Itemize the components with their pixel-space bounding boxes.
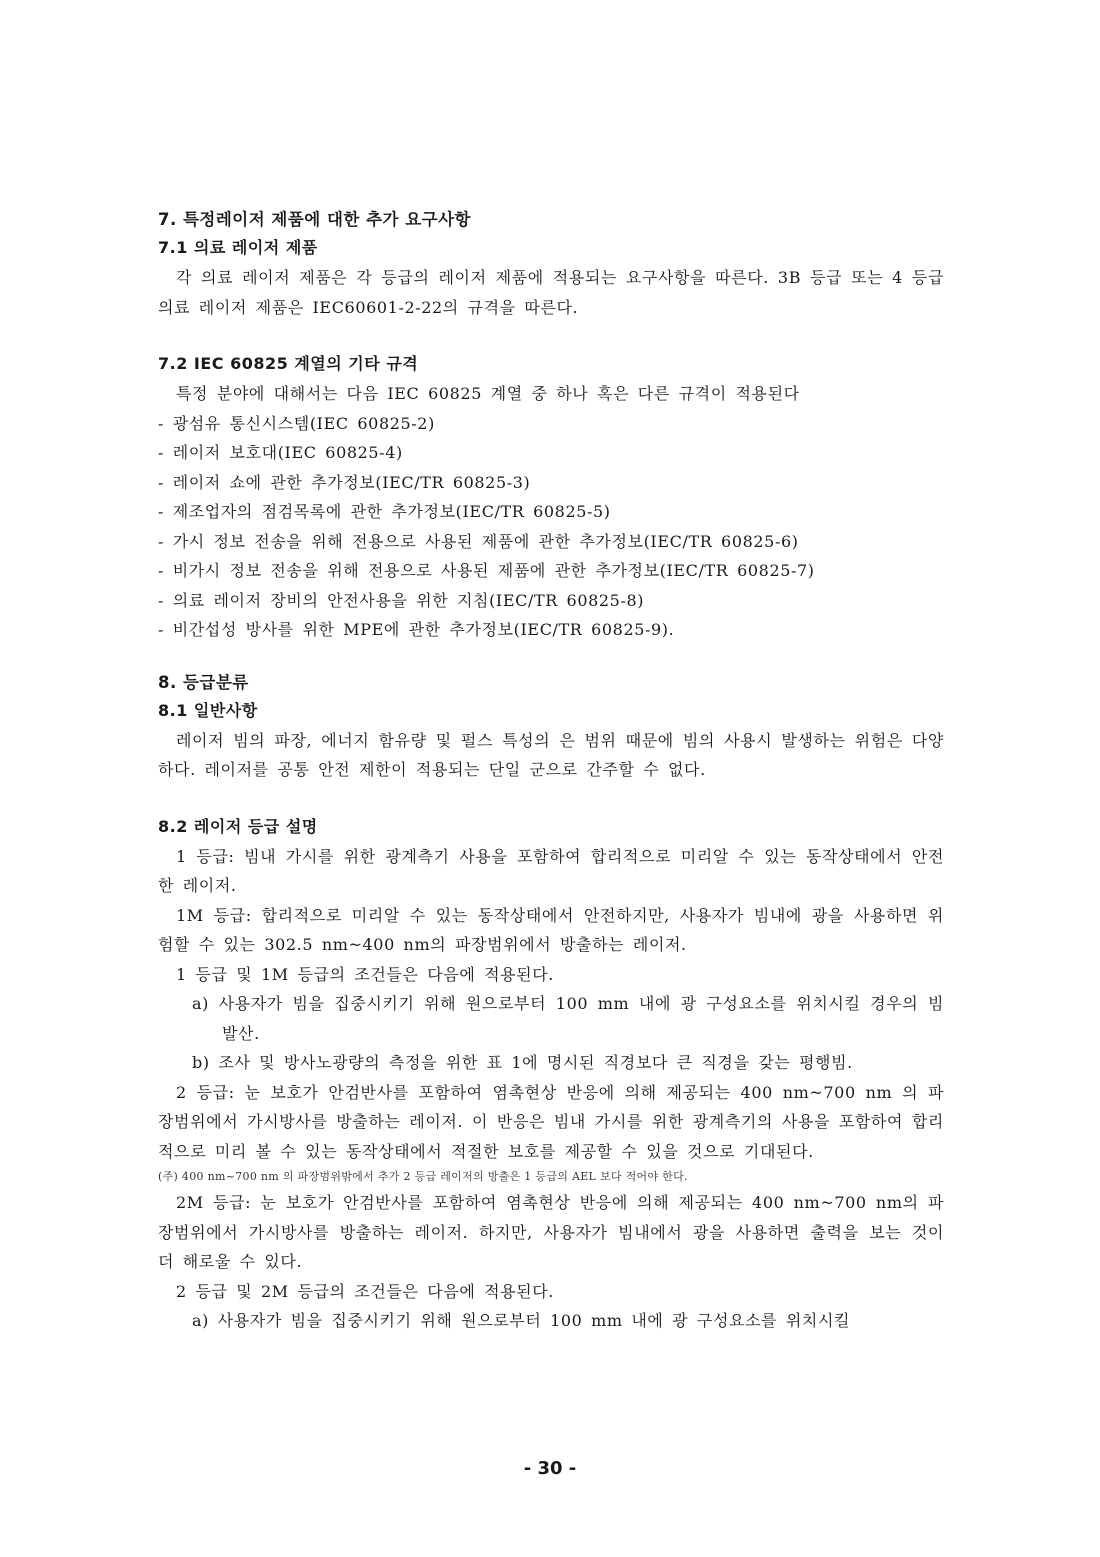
condition-a-2: a) 사용자가 빔을 집중시키기 위해 원으로부터 100 mm 내에 광 구성요소를 위치시킬 [192, 1311, 851, 1330]
list-item: - 레이저 쇼에 관한 추가정보(IEC/TR 60825-3) [158, 472, 531, 492]
list-item: - 레이저 보호대(IEC 60825-4) [158, 443, 403, 462]
standards-list [158, 409, 944, 645]
section-8-2-title: 8.2 레이저 등급 설명 [158, 816, 318, 836]
spacer [158, 322, 944, 348]
class-1m-para: 1M 등급: 합리적으로 미리알 수 있는 동작상태에서 안전하지만, 사용자가 빔내에 광을 사용하면 위험할 수 있는 302.5 nm~400 nm의 파장범위에서 방출하는 레이저. [158, 905, 944, 954]
spacer [158, 785, 944, 811]
class-1-conditions: 1 등급 및 1M 등급의 조건들은 다음에 적용된다. [176, 964, 554, 984]
note: (주) 400 nm~700 nm 의 파장범위밖에서 추가 2 등급 레이저의 방출은 1 등급의 AEL 보다 적어야 한다. [158, 1170, 688, 1183]
page-number: - 30 - [523, 1458, 577, 1479]
list-item: - 광섬유 통신시스템(IEC 60825-2) [158, 413, 435, 433]
class-1-para: 1 등급: 빔내 가시를 위한 광계측기 사용을 포함하여 합리적으로 미리알 수 있는 동작상태에서 안전한 레이저. [158, 846, 944, 895]
list-item: - 의료 레이저 장비의 안전사용을 위한 지침(IEC/TR 60825-8) [158, 590, 645, 610]
section-7-1-para: 각 의료 레이저 제품은 각 등급의 레이저 제품에 적용되는 요구사항을 따른다. 3B 등급 또는 4 등급 의료 레이저 제품은 IEC60601-2-22의 규격을 따른다. [158, 268, 944, 317]
section-8-title: 8. 등급분류 [158, 672, 249, 692]
section-7-2-title: 7.2 IEC 60825 계열의 기타 규격 [158, 354, 419, 373]
section-8-1-title: 8.1 일반사항 [158, 700, 258, 720]
list-item: - 제조업자의 점검목록에 관한 추가정보(IEC/TR 60825-5) [158, 502, 611, 521]
page-content [158, 208, 944, 1336]
section-8-1-para: 레이저 빔의 파장, 에너지 함유량 및 펄스 특성의 은 범위 때문에 빔의 사용시 발생하는 위험은 다양하다. 레이저를 공통 안전 제한이 적용되는 단일 군으로 간주할 수 없다. [158, 730, 944, 779]
class-2-conditions: 2 등급 및 2M 등급의 조건들은 다음에 적용된다. [176, 1281, 554, 1301]
section-7-2-intro: 특정 분야에 대해서는 다음 IEC 60825 계열 중 하나 혹은 다른 규격이 적용된다 [176, 384, 800, 403]
class-2m-para: 2M 등급: 눈 보호가 안검반사를 포함하여 염촉현상 반응에 의해 제공되는 400 nm~700 nm의 파장범위에서 가시방사를 방출하는 레이저. 하지만, 사용자가 빔내에서 광을 사용하면 출력을 보는 것이 더 해로울 수 있다. [158, 1193, 944, 1271]
list-item: - 가시 정보 전송을 위해 전용으로 사용된 제품에 관한 추가정보(IEC/TR 60825-6) [158, 531, 799, 551]
class-2-para: 2 등급: 눈 보호가 안검반사를 포함하여 염촉현상 반응에 의해 제공되는 400 nm~700 nm 의 파장범위에서 가시방사를 방출하는 레이저. 이 반응은 빔내 가시를 위한 광계측기의 사용을 포함하여 합리적으로 미리 볼 수 있는 동작상태에서 적절한 보호를 제공할 수 있을 것으로 기대된다. [158, 1082, 944, 1161]
condition-a: a) 사용자가 빔을 집중시키기 위해 원으로부터 100 mm 내에 광 구성요소를 위치시킬 경우의 빔 발산. [192, 994, 944, 1043]
spacer [158, 645, 944, 671]
list-item: - 비간섭성 방사를 위한 MPE에 관한 추가정보(IEC/TR 60825-9). [158, 620, 675, 639]
condition-b: b) 조사 및 방사노광량의 측정을 위한 표 1에 명시된 직경보다 큰 직경을 갖는 평행빔. [192, 1053, 853, 1072]
section-7-1-title: 7.1 의료 레이저 제품 [158, 238, 318, 257]
list-item: - 비가시 정보 전송을 위해 전용으로 사용된 제품에 관한 추가정보(IEC/TR 60825-7) [158, 561, 815, 580]
section-7-title: 7. 특정레이저 제품에 대한 추가 요구사항 [158, 210, 471, 229]
